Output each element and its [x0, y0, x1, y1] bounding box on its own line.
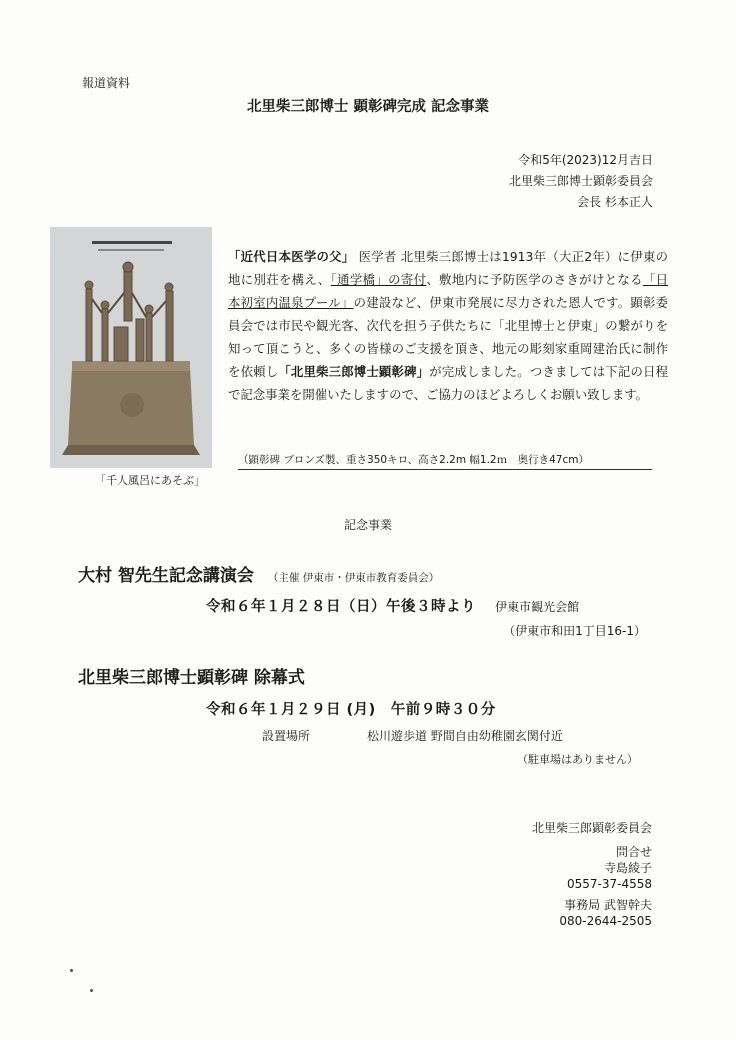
page-title: 北里柴三郎博士 顕彰碑完成 記念事業 — [246, 99, 490, 115]
photo-caption: 「千人風呂にあそぶ」 — [95, 474, 205, 487]
event1-heading — [78, 561, 439, 586]
contact-office — [559, 897, 652, 929]
event1-venue: 伊東市観光会館 — [495, 600, 580, 614]
contact-inquiry — [567, 844, 652, 892]
intro-text-1: 医学者 北里柴三郎博士は1913年（大正2年）に伊東の地に別荘を構え、 — [228, 249, 669, 287]
event1-address: （伊東市和田1丁目16-1） — [503, 624, 646, 638]
contact-org: 北里柴三郎顕彰委員会 — [531, 821, 652, 835]
event2-date: 令和６年１月２９日 (月) 午前９時３０分 — [206, 702, 496, 718]
issuer-org: 北里柴三郎博士顕彰委員会 — [508, 174, 653, 188]
intro-paragraph — [228, 245, 668, 406]
event2-parking-note: （駐車場はありません） — [517, 753, 638, 766]
scan-speck — [90, 989, 93, 992]
issuer-chair: 会長 杉本正人 — [577, 195, 653, 209]
intro-text-2: 、敷地内に予防医学のさきがけとなる — [426, 272, 643, 287]
doc-label: 報道資料 — [82, 76, 131, 90]
event1-organizer: （主催 伊東市・伊東市教育委員会） — [267, 572, 440, 584]
intro-underline-1: 「通学橋」の寄付 — [330, 272, 427, 287]
contact-inquiry-label: 問合せ — [615, 845, 652, 859]
event1-schedule — [206, 595, 579, 616]
monument-spec: （顕彰碑 ブロンズ製、重さ350キロ、高さ2.2m 幅1.2ｍ 奥行き47cm） — [238, 452, 652, 470]
scan-speck — [70, 969, 73, 972]
monument-sculpture-illustration — [50, 227, 212, 468]
event2-location: 松川遊歩道 野間自由幼稚園玄関付近 — [367, 729, 563, 743]
contact-office-phone: 080-2644-2505 — [559, 914, 652, 928]
contact-office-name: 事務局 武智幹夫 — [564, 898, 652, 912]
issue-date: 令和5年(2023)12月吉日 — [518, 153, 653, 167]
event1-date: 令和６年１月２８日（日）午後３時より — [206, 599, 476, 615]
contact-inquiry-name: 寺島綾子 — [603, 861, 652, 875]
monument-photo — [50, 227, 212, 468]
event2-title: 北里柴三郎博士顕彰碑 除幕式 — [78, 668, 305, 688]
event2-location-label: 設置場所 — [262, 729, 311, 743]
contact-inquiry-phone: 0557-37-4558 — [566, 877, 652, 891]
intro-text-3: の建設など、伊東市発展に尽力された恩人です。顕彰委員会では市民や観光客、次代を担う子供たちに「北里博士と伊東」の繋がりを知って頂こうと、多くの皆様のご支援を頂き、地元の彫刻家重岡建治氏に制作を依頼し — [228, 295, 668, 379]
issuer-block — [509, 150, 653, 213]
intro-emphasis-1: 「近代日本医学の父」 — [228, 249, 355, 264]
section-label: 記念事業 — [343, 518, 392, 532]
intro-emphasis-2: 「北里柴三郎博士顕彰碑」 — [278, 364, 430, 379]
intro-text-4: が完成しました。つきましては下記の日程で記念事業を開催いたしますので、ご協力のほどよろしくお願い致します。 — [228, 364, 669, 402]
intro-underline-2: 「日本初室内温泉プール」 — [228, 272, 669, 310]
event1-title: 大村 智先生記念講演会 — [78, 566, 254, 586]
